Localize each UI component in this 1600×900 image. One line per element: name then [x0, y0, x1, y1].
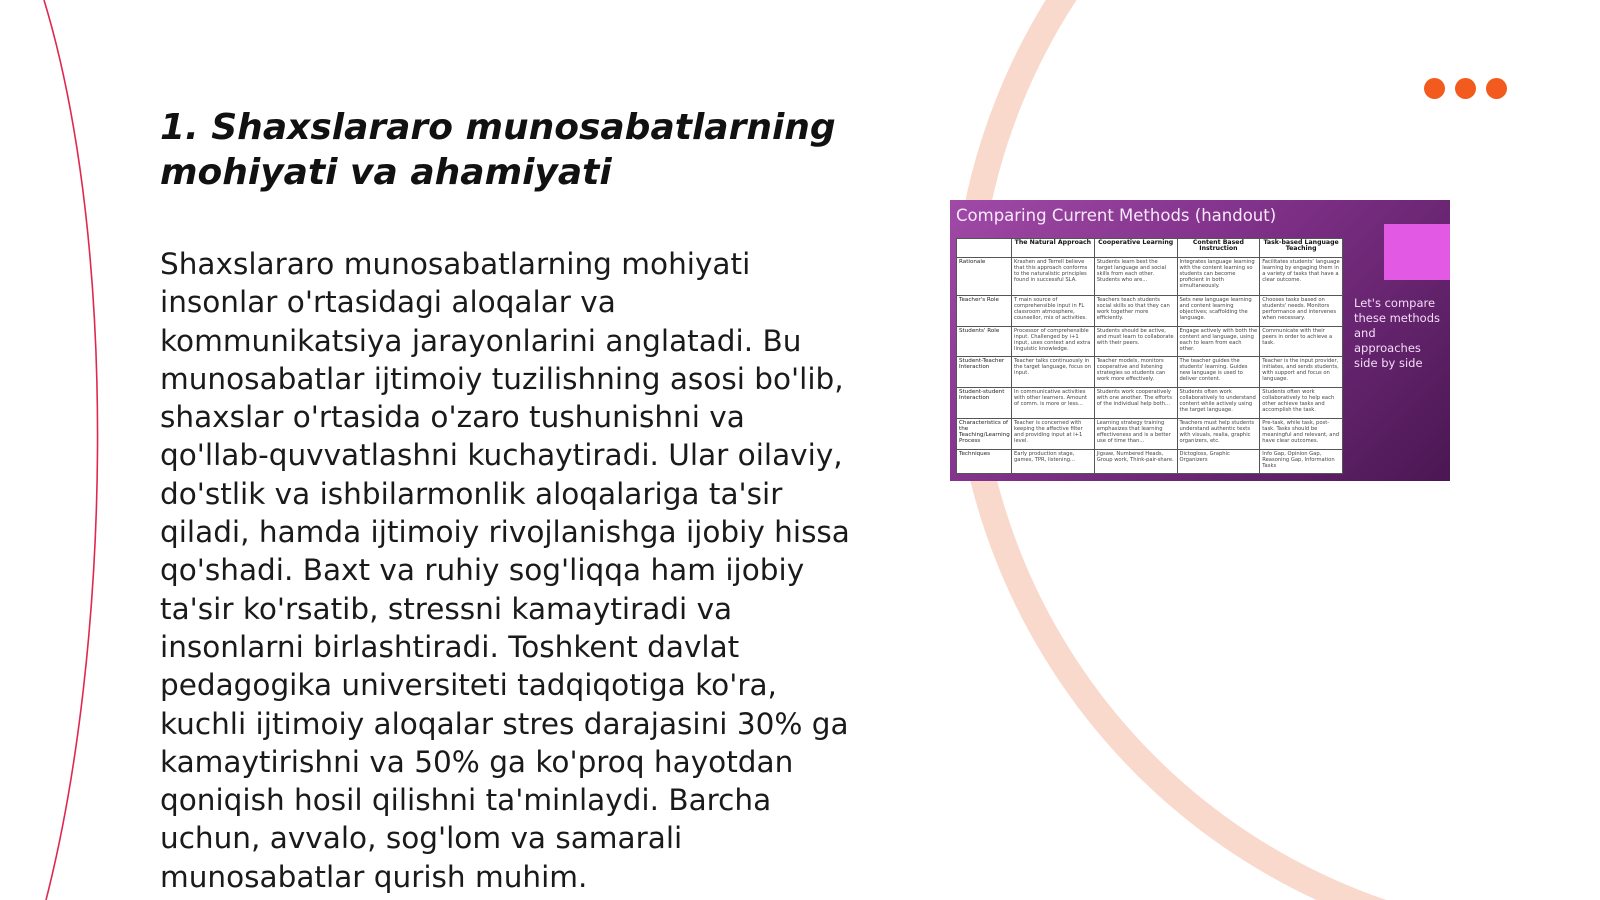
- decorative-dots: [1424, 78, 1507, 99]
- table-cell: Integrates language learning with the content learning so students can become proficient in both simultaneously.: [1177, 258, 1260, 296]
- table-cell: In communicative activities with other learners. Amount of comm. is more or less...: [1012, 388, 1095, 419]
- handout-title: Comparing Current Methods (handout): [956, 206, 1277, 225]
- table-cell: Engage actively with both the content and language, using each to learn from each other.: [1177, 326, 1260, 357]
- row-label: Student-student Interaction: [957, 388, 1012, 419]
- table-cell: Teacher models, monitors cooperative and listening strategies so students can work more effectively.: [1094, 357, 1177, 388]
- table-cell: Krashen and Terrell believe that this approach conforms to the naturalistic principles found in successful SLA.: [1012, 258, 1095, 296]
- table-cell: T main source of comprehensible input in FL classroom atmosphere, counsellor, mix of activities.: [1012, 295, 1095, 326]
- slide-body-text: Shaxslararo munosabatlarning mohiyati insonlar o'rtasidagi aloqalar va kommunikatsiya jarayonlarini anglatadi. Bu munosabatlar ijtimoiy tuzilishning asosi bo'lib, shaxslar o'rtasida o'zaro tushunishni va qo'llab-quvvatlashni kuchaytiradi. Ular oilaviy, do'stlik va ishbilarmonlik aloqalariga ta'sir qiladi, hamda ijtimoiy rivojlanishga ijobiy hissa qo'shadi. Baxt va ruhiy sog'liqqa ham ijobiy ta'sir ko'rsatib, stressni kamaytiradi va insonlarni birlashtiradi. Toshkent davlat pedagogika universiteti tadqiqotiga ko'ra, kuchli ijtimoiy aloqalar stres darajasini 30% ga kamaytirishni va 50% ga ko'proq hayotdan qoniqish hosil qilishni ta'minlaydi. Barcha uchun, avvalo, sog'lom va samarali munosabatlar qurish muhim.: [160, 247, 850, 894]
- row-label: Student-Teacher Interaction: [957, 357, 1012, 388]
- table-header: Task-based Language Teaching: [1260, 239, 1343, 258]
- table-cell: Sets new language learning and content learning objectives; scaffolding the language.: [1177, 295, 1260, 326]
- table-cell: Teacher is concerned with keeping the affective filter and providing input at i+1 level.: [1012, 419, 1095, 450]
- table-cell: Communicate with their peers in order to achieve a task.: [1260, 326, 1343, 357]
- table-cell: Teacher is the input provider, initiates, and sends students, with support and focus on language.: [1260, 357, 1343, 388]
- table-header: [957, 239, 1012, 258]
- table-row: [957, 388, 1343, 419]
- table-cell: Teacher talks continuously in the target language, focus on input.: [1012, 357, 1095, 388]
- dot-3: [1486, 78, 1507, 99]
- table-header-row: [957, 239, 1343, 258]
- table-header: The Natural Approach: [1012, 239, 1095, 258]
- table-cell: Info Gap, Opinion Gap, Reasoning Gap, Information Tasks: [1260, 449, 1343, 473]
- table-row: [957, 357, 1343, 388]
- table-row: [957, 449, 1343, 473]
- table-cell: Students should be active, and must learn to collaborate with their peers.: [1094, 326, 1177, 357]
- table-cell: Students work cooperatively with one another. The efforts of the individual help both...: [1094, 388, 1177, 419]
- table-row: [957, 326, 1343, 357]
- table-row: [957, 258, 1343, 296]
- slide-title: 1. Shaxslararo munosabatlarning mohiyati va ahamiyati: [160, 107, 836, 193]
- handout-image: [950, 200, 1450, 481]
- table-row: [957, 419, 1343, 450]
- table-cell: Students learn best the target language and social skills from each other. Students who are...: [1094, 258, 1177, 296]
- left-accent-line: [44, 0, 98, 900]
- table-header: Content Based Instruction: [1177, 239, 1260, 258]
- table-cell: Jigsaw, Numbered Heads, Group work, Think-pair-share.: [1094, 449, 1177, 473]
- table-cell: Learning strategy training emphasizes that learning effectiveness and is a better use of time than...: [1094, 419, 1177, 450]
- row-label: Characteristics of the Teaching/Learning Process: [957, 419, 1012, 450]
- table-cell: Teachers must help students understand authentic texts with visuals, realia, graphic organizers, etc.: [1177, 419, 1260, 450]
- row-label: Students' Role: [957, 326, 1012, 357]
- table-cell: Chooses tasks based on students' needs. Monitors performance and intervenes when necessary.: [1260, 295, 1343, 326]
- dot-1: [1424, 78, 1445, 99]
- table-cell: Students often work collaboratively to help each other achieve tasks and accomplish the task.: [1260, 388, 1343, 419]
- comparison-table: [956, 238, 1343, 474]
- table-cell: Students often work collaboratively to understand content while actively using the target language.: [1177, 388, 1260, 419]
- table-cell: Pre-task, while task, post-task. Tasks should be meaningful and relevant, and have clear outcomes.: [1260, 419, 1343, 450]
- table-cell: The teacher guides the students' learning. Guides new language is used to deliver content.: [1177, 357, 1260, 388]
- dot-2: [1455, 78, 1476, 99]
- table-cell: Teachers teach students social skills so that they can work together more efficiently.: [1094, 295, 1177, 326]
- row-label: Rationale: [957, 258, 1012, 296]
- table-row: [957, 295, 1343, 326]
- table-cell: Dictogloss, Graphic Organizers: [1177, 449, 1260, 473]
- table-cell: Processor of comprehensible input. Challenged by i+1 input, uses context and extra linguistic knowledge.: [1012, 326, 1095, 357]
- row-label: Teacher's Role: [957, 295, 1012, 326]
- table-cell: Early production stage, games, TPR, listening...: [1012, 449, 1095, 473]
- table-header: Cooperative Learning: [1094, 239, 1177, 258]
- handout-accent-square: [1384, 224, 1450, 280]
- table-cell: Facilitates students' language learning by engaging them in a variety of tasks that have a clear outcome.: [1260, 258, 1343, 296]
- row-label: Techniques: [957, 449, 1012, 473]
- handout-side-text: Let's compare these methods and approaches side by side: [1354, 296, 1440, 370]
